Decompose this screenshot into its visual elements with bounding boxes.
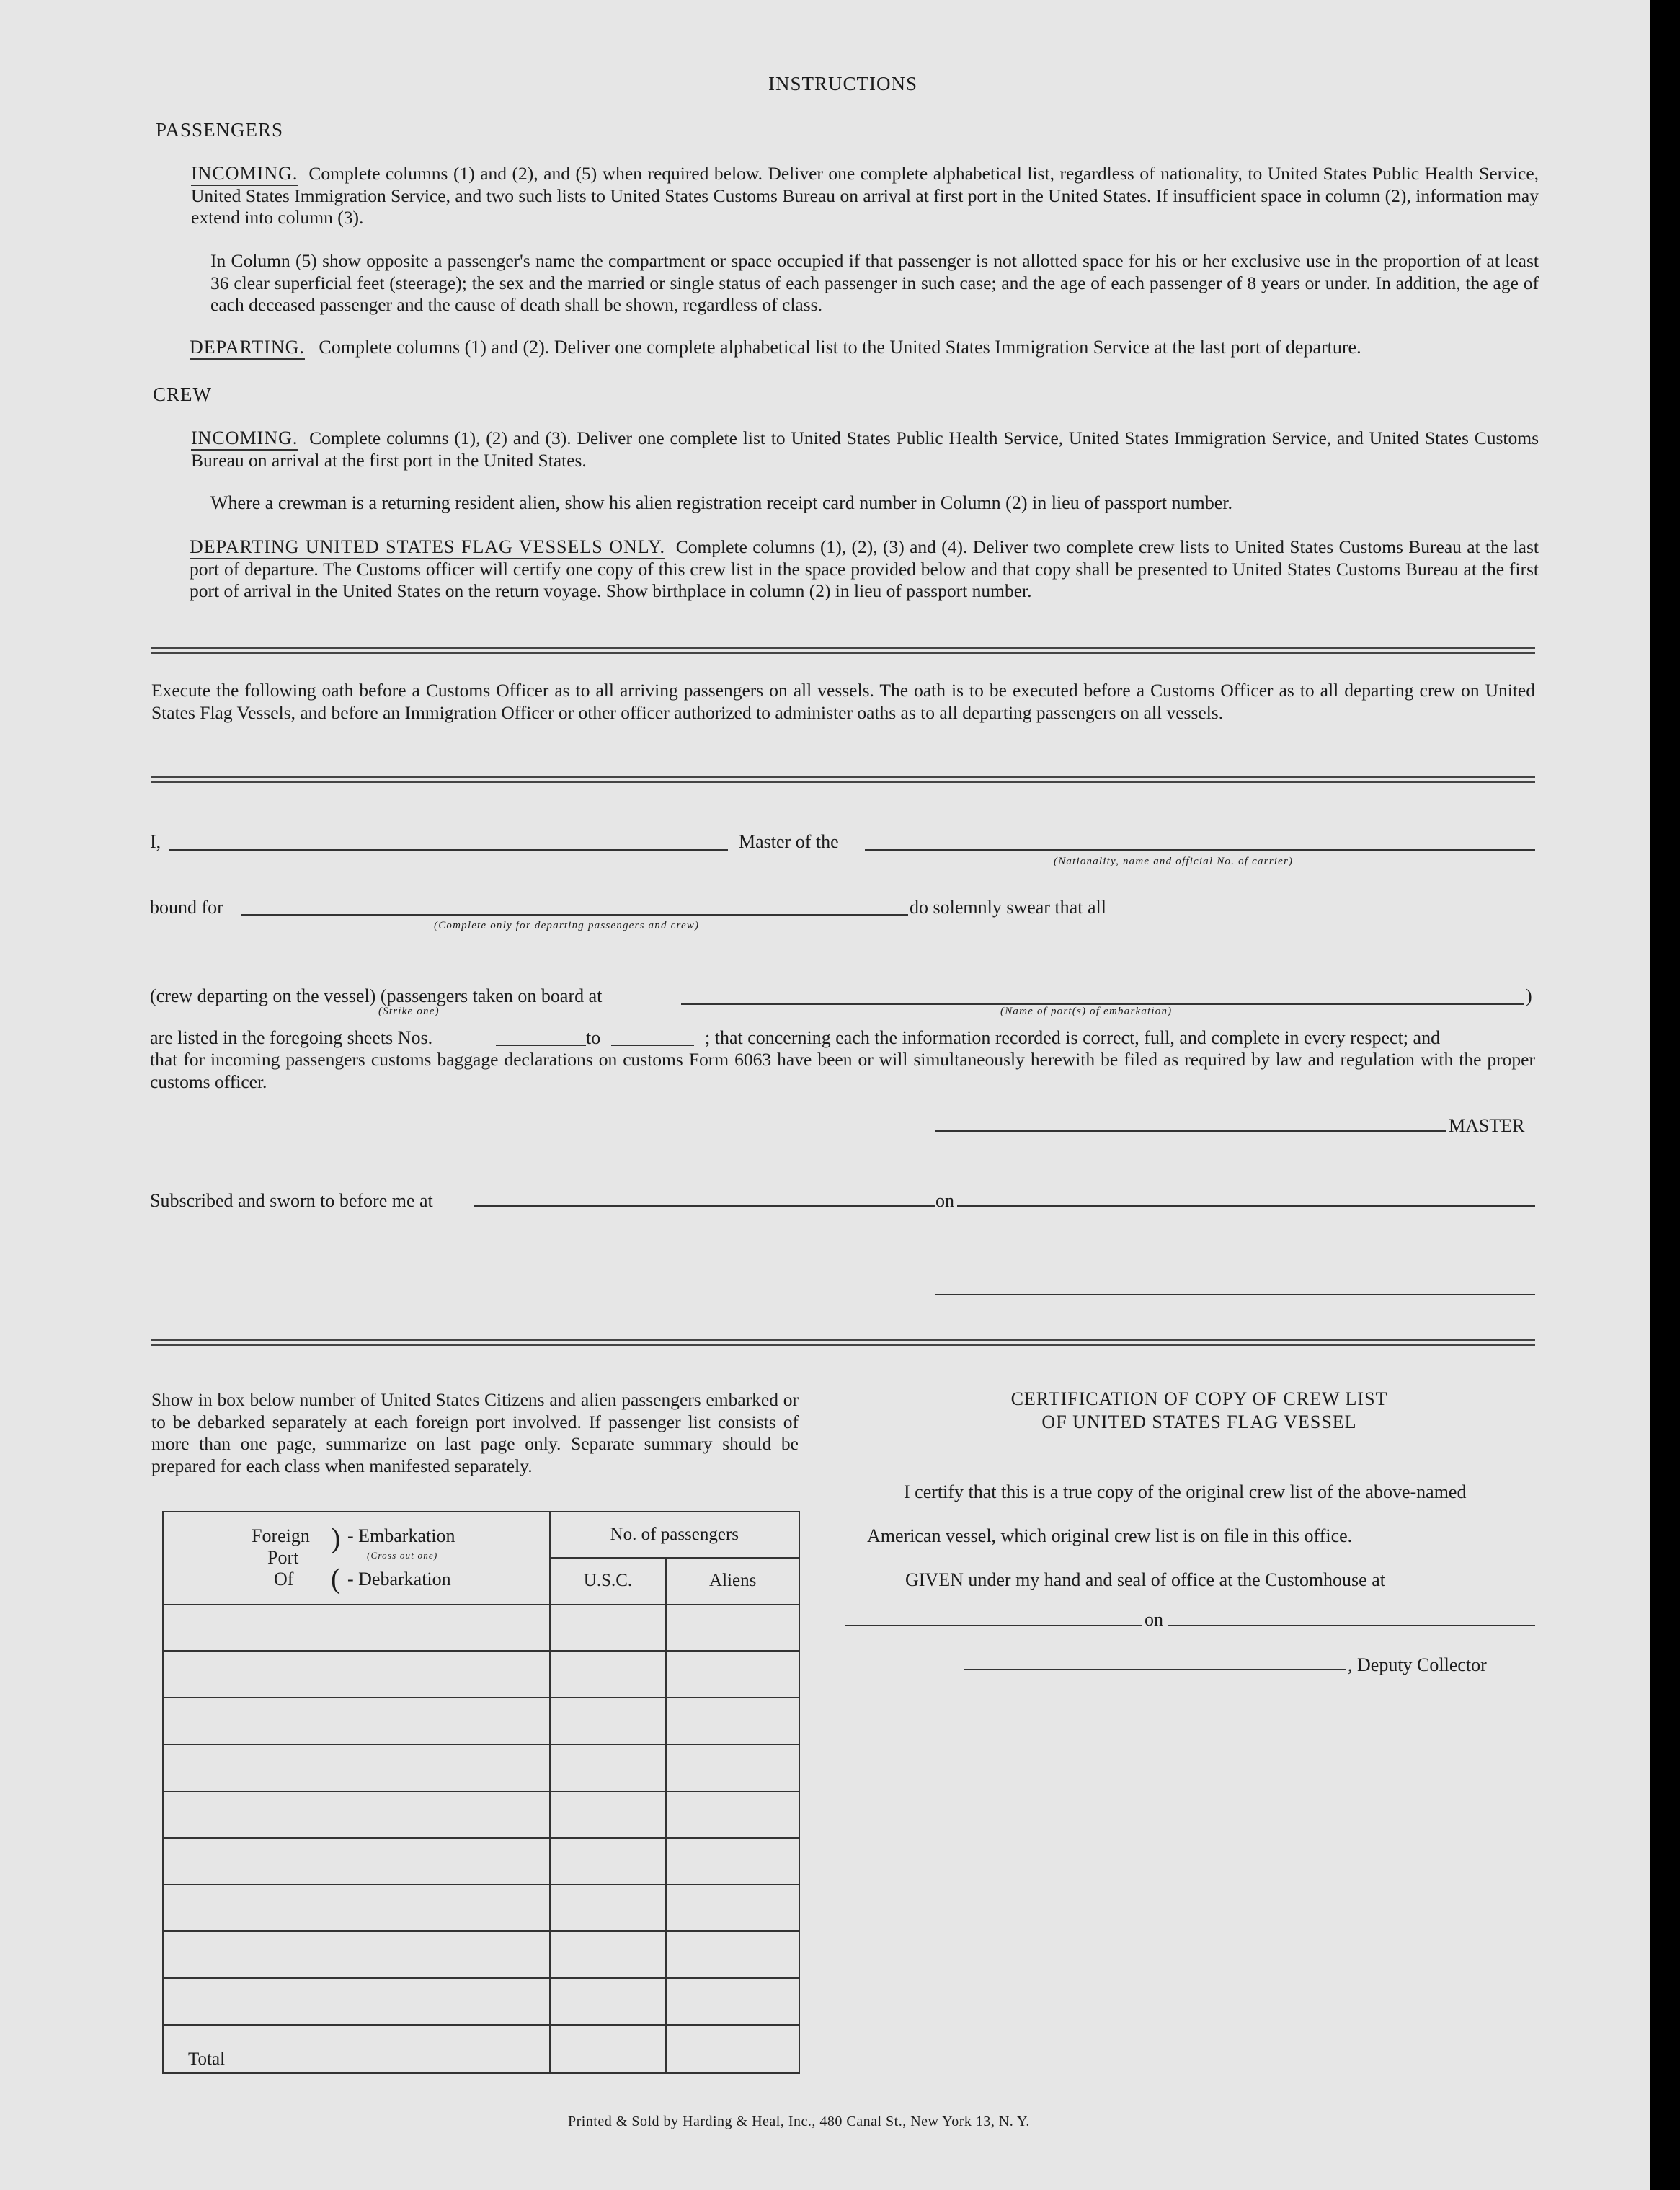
subscribed-place-field[interactable]: [474, 1205, 935, 1207]
crew-incoming-label: INCOMING.: [191, 427, 298, 451]
vessel-field[interactable]: [865, 849, 1535, 851]
port-label: Port: [267, 1547, 299, 1568]
listed-text-rest: that for incoming passengers customs baggage declarations on customs Form 6063 have been or will simultaneously herewith be filed as required by law and regulation with the proper customs officer.: [150, 1049, 1535, 1092]
listed-text-line1: ; that concerning each the information recorded is correct, full, and complete in every respect; and: [705, 1027, 1441, 1048]
printer-footer: Printed & Sold by Harding & Heal, Inc., 480 Canal St., New York 13, N. Y.: [568, 2114, 1030, 2129]
aliens-cell[interactable]: [666, 1745, 799, 1791]
foreign-port-header: [163, 1512, 550, 1605]
crew-incoming-text: Complete columns (1), (2) and (3). Deliver one complete list to United States Public Health Service, United States Immigration Service, and United States Customs Bureau on arrival at the first port in the United States.: [191, 427, 1539, 471]
passengers-departing-text: Complete columns (1) and (2). Deliver one complete alphabetical list to the United States Immigration Service at the last port of departure.: [319, 337, 1361, 358]
port-cell[interactable]: [163, 1931, 550, 1978]
passengers-departing-label: DEPARTING.: [190, 337, 305, 360]
port-cell[interactable]: [163, 1745, 550, 1791]
of-label: Of: [274, 1569, 294, 1590]
port-cell[interactable]: [163, 1791, 550, 1838]
passengers-incoming-label: INCOMING.: [191, 163, 298, 186]
vessel-field-caption: (Nationality, name and official No. of carrier): [1054, 856, 1294, 867]
master-name-field[interactable]: [169, 849, 728, 851]
usc-cell[interactable]: [550, 1651, 667, 1698]
aliens-cell[interactable]: [666, 1651, 799, 1698]
listed-prefix: are listed in the foregoing sheets Nos.: [150, 1027, 433, 1048]
aliens-cell[interactable]: [666, 1931, 799, 1978]
aliens-cell[interactable]: [666, 1605, 799, 1652]
total-usc-cell[interactable]: [550, 2025, 667, 2073]
usc-cell[interactable]: [550, 1838, 667, 1885]
usc-cell[interactable]: [550, 1978, 667, 2025]
oath-intro: Execute the following oath before a Customs Officer as to all arriving passengers on all vessels. The oath is to be executed before a Customs Officer as to all departing crew on United States Flag Vessels, and before an Immigration Officer or other officer authorized to administer oaths as to all departing passengers on all vessels.: [151, 680, 1535, 723]
officer-signature-field[interactable]: [935, 1294, 1535, 1295]
given-line: GIVEN under my hand and seal of office at the Customhouse at: [905, 1569, 1385, 1590]
brace-bottom: (: [331, 1562, 341, 1595]
foreign-label: Foreign: [252, 1525, 310, 1546]
certification-date-field[interactable]: [1168, 1625, 1535, 1626]
aliens-cell[interactable]: [666, 1838, 799, 1885]
master-signature-field[interactable]: [935, 1130, 1446, 1132]
oath-i-label: I,: [150, 831, 161, 852]
crew-alien-paragraph: Where a crewman is a returning resident alien, show his alien registration receipt card number in Column (2) in lieu of passport number.: [210, 492, 1233, 513]
solemnly-swear-text: do solemnly swear that all: [910, 897, 1106, 918]
usc-cell[interactable]: [550, 1931, 667, 1978]
page-title: INSTRUCTIONS: [768, 73, 918, 94]
usc-cell[interactable]: [550, 1884, 667, 1931]
strike-one-caption: (Strike one): [378, 1006, 440, 1017]
usc-cell[interactable]: [550, 1605, 667, 1652]
brace-top: ): [331, 1522, 341, 1554]
certify-line2: American vessel, which original crew list is on file in this office.: [867, 1525, 1353, 1546]
sheet-to-field[interactable]: [611, 1045, 694, 1046]
certification-on-label: on: [1145, 1609, 1163, 1630]
port-cell[interactable]: [163, 1651, 550, 1698]
certification-title-line2: OF UNITED STATES FLAG VESSEL: [1041, 1411, 1357, 1432]
deputy-signature-field[interactable]: [964, 1669, 1346, 1670]
passengers-incoming-text: Complete columns (1) and (2), and (5) when required below. Deliver one complete alphabetical list, regardless of nationality, to United States Public Health Service, United States Immigration Service, and two such lists to United States Customs Bureau on arrival at first port in the United States. If insufficient space in column (2), information may extend into column (3).: [191, 163, 1539, 228]
aliens-cell[interactable]: [666, 1698, 799, 1745]
embarkation-ports-caption: (Name of port(s) of embarkation): [1000, 1006, 1173, 1017]
master-of-label: Master of the: [739, 831, 839, 852]
crew-heading: CREW: [153, 384, 212, 405]
bound-for-caption: (Complete only for departing passengers and crew): [434, 920, 700, 931]
passengers-departing-paragraph: [190, 337, 1539, 358]
usc-header: U.S.C.: [550, 1558, 667, 1605]
aliens-cell[interactable]: [666, 1884, 799, 1931]
usc-cell[interactable]: [550, 1745, 667, 1791]
passengers-incoming-paragraph: [191, 163, 1539, 229]
port-cell[interactable]: [163, 1698, 550, 1745]
crew-incoming-paragraph: [191, 427, 1539, 471]
embarkation-option[interactable]: - Embarkation: [347, 1525, 455, 1546]
embarkation-ports-field[interactable]: [681, 1003, 1524, 1005]
subscribed-on-label: on: [935, 1190, 954, 1211]
close-paren: ): [1526, 985, 1532, 1006]
bound-for-field[interactable]: [241, 914, 908, 916]
crew-departing-paragraph: [190, 536, 1539, 603]
cross-out-caption: (Cross out one): [367, 1550, 438, 1561]
port-cell[interactable]: [163, 1838, 550, 1885]
port-cell[interactable]: [163, 1884, 550, 1931]
sheet-from-field[interactable]: [496, 1045, 586, 1046]
section-divider: [151, 1339, 1535, 1346]
bound-for-label: bound for: [150, 897, 223, 918]
crew-departing-text: Complete columns (1), (2), (3) and (4). Deliver two complete crew lists to United States Customs Bureau at the last port of departure. The Customs officer will certify one copy of this crew list in the space provided below and that copy shall be presented to United States Customs Bureau at the first port of arrival in the United States on the return voyage. Show birthplace in column (2) in lieu of passport number.: [190, 536, 1539, 601]
passengers-column5-paragraph: In Column (5) show opposite a passenger's name the compartment or space occupied if that passenger is not allotted space for his or her exclusive use in the proportion of at least 36 clear superficial feet (steerage); the sex and the married or single status of each passenger in such case; and the age of each passenger of 8 years or under. In addition, the age of each deceased passenger and the cause of death shall be shown, regardless of class.: [210, 250, 1539, 315]
port-cell[interactable]: [163, 1978, 550, 2025]
summary-instructions: Show in box below number of United States Citizens and alien passengers embarked or to be debarked separately at each foreign port involved. If passenger list consists of more than one page, summarize on last page only. Separate summary should be prepared for each class when manifested separately.: [151, 1389, 799, 1476]
customhouse-field[interactable]: [845, 1625, 1142, 1626]
no-of-passengers-header: No. of passengers: [550, 1512, 799, 1558]
crew-departing-label: DEPARTING UNITED STATES FLAG VESSELS ONLY.: [190, 536, 665, 559]
master-label: MASTER: [1449, 1115, 1525, 1136]
certification-title-line1: CERTIFICATION OF COPY OF CREW LIST: [1010, 1388, 1388, 1409]
total-label: Total: [163, 2025, 550, 2073]
subscribed-label: Subscribed and sworn to before me at: [150, 1190, 433, 1211]
port-cell[interactable]: [163, 1605, 550, 1652]
passenger-summary-table: [162, 1511, 800, 2074]
usc-cell[interactable]: [550, 1791, 667, 1838]
to-label: to: [586, 1027, 601, 1048]
deputy-collector-label: , Deputy Collector: [1348, 1654, 1487, 1675]
subscribed-date-field[interactable]: [957, 1205, 1535, 1207]
usc-cell[interactable]: [550, 1698, 667, 1745]
section-divider: [151, 647, 1535, 654]
section-divider: [151, 776, 1535, 783]
crew-passengers-text: (crew departing on the vessel) (passengers taken on board at: [150, 985, 603, 1006]
aliens-cell[interactable]: [666, 1978, 799, 2025]
certify-line1: I certify that this is a true copy of the original crew list of the above-named: [904, 1481, 1467, 1502]
passengers-heading: PASSENGERS: [156, 119, 284, 141]
aliens-header: Aliens: [666, 1558, 799, 1605]
total-aliens-cell[interactable]: [666, 2025, 799, 2073]
aliens-cell[interactable]: [666, 1791, 799, 1838]
debarkation-option[interactable]: - Debarkation: [347, 1569, 451, 1590]
